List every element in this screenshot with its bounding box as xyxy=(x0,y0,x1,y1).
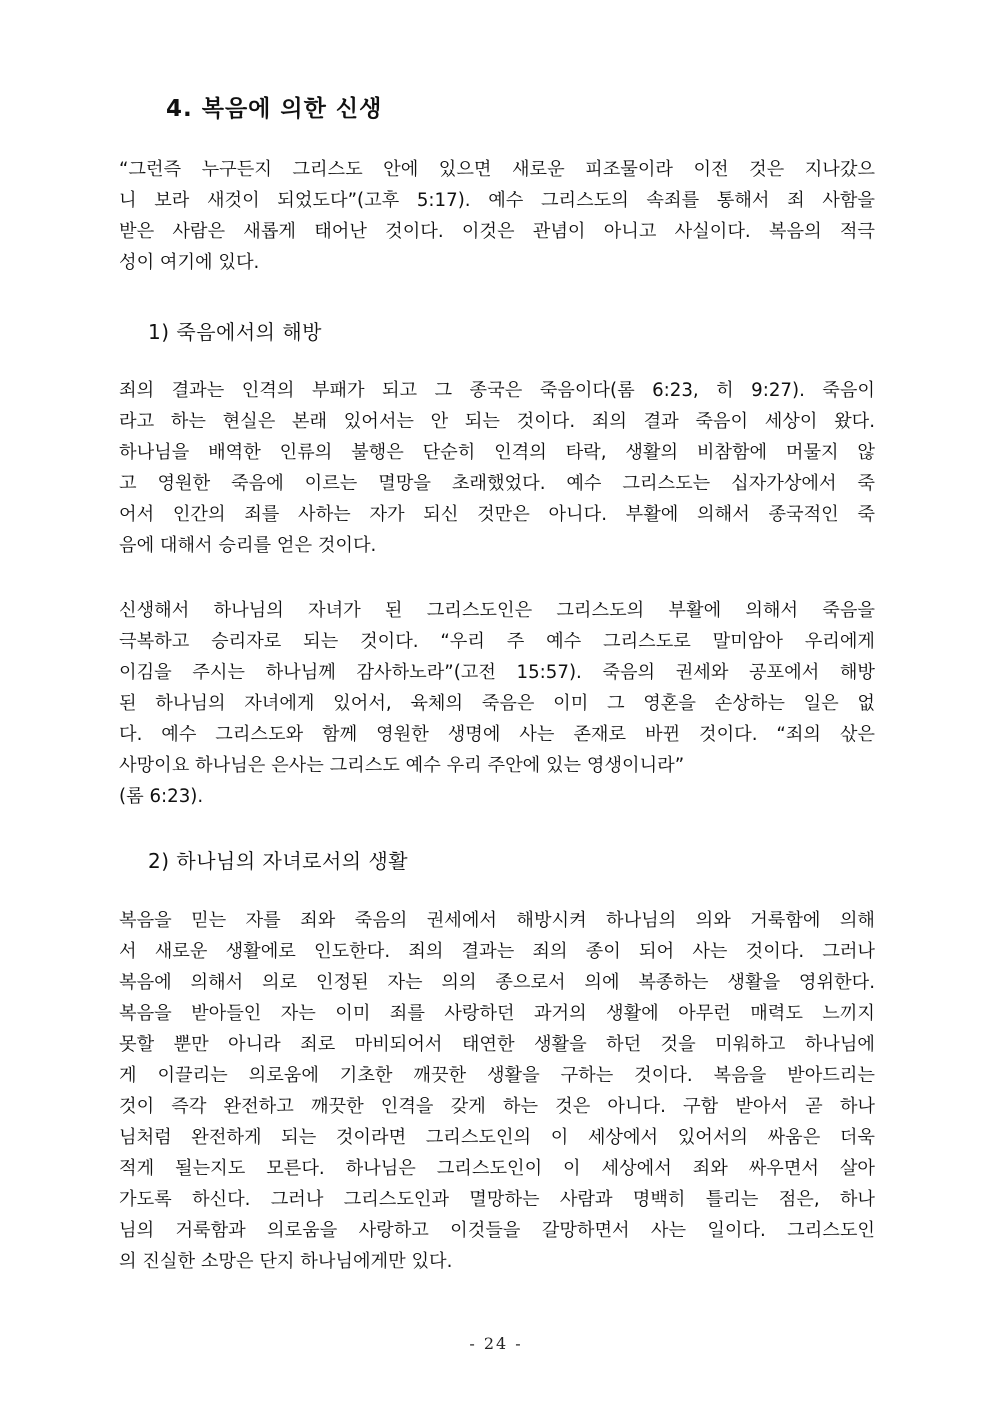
paragraph-line: 서 새로운 생활에로 인도한다. 죄의 결과는 죄의 종이 되어 사는 것이다. 그러나 xyxy=(119,941,875,962)
paragraph-line: 못할 뿐만 아니라 죄로 마비되어서 태연한 생활을 하던 것을 미워하고 하나님에 xyxy=(119,1034,875,1055)
paragraph-line: 복음에 의해서 의로 인정된 자는 의의 종으로서 의에 복종하는 생활을 영위한다. xyxy=(119,972,875,993)
paragraph-line: 극복하고 승리자로 되는 것이다. “우리 주 예수 그리스도로 말미암아 우리에게 xyxy=(119,631,875,652)
paragraph-line: 니 보라 새것이 되었도다”(고후 5:17). 예수 그리스도의 속죄를 통해서 죄 사함을 xyxy=(119,190,875,211)
paragraph-line: 것이 즉각 완전하고 깨끗한 인격을 갖게 하는 것은 아니다. 구함 받아서 곧 하나 xyxy=(119,1096,875,1117)
section-title: 4. 복음에 의한 신생 xyxy=(166,96,383,122)
paragraph-line: 받은 사람은 새롭게 태어난 것이다. 이것은 관념이 아니고 사실이다. 복음의 적극 xyxy=(119,221,875,242)
paragraph-line: “그런즉 누구든지 그리스도 안에 있으면 새로운 피조물이라 이전 것은 지나갔으 xyxy=(119,159,875,180)
intro-paragraph xyxy=(119,154,875,278)
paragraph-line: 의 진실한 소망은 단지 하나님에게만 있다. xyxy=(119,1251,453,1272)
paragraph-line: 하나님을 배역한 인류의 불행은 단순히 인격의 타락, 생활의 비참함에 머물지 않 xyxy=(119,442,875,463)
paragraph-line: (롬 6:23). xyxy=(119,786,204,807)
paragraph-line: 이김을 주시는 하나님께 감사하노라”(고전 15:57). 죽음의 권세와 공포에서 해방 xyxy=(119,662,875,683)
paragraph-line: 복음을 믿는 자를 죄와 죽음의 권세에서 해방시켜 하나님의 의와 거룩함에 의해 xyxy=(119,910,875,931)
paragraph-line: 성이 여기에 있다. xyxy=(119,252,260,273)
section2-paragraph-1 xyxy=(119,905,875,1277)
paragraph-line: 다. 예수 그리스도와 함께 영원한 생명에 사는 존재로 바뀐 것이다. “죄의 삯은 xyxy=(119,724,875,745)
paragraph-line: 적게 될는지도 모른다. 하나님은 그리스도인이 이 세상에서 죄와 싸우면서 살아 xyxy=(119,1158,875,1179)
subsection-heading-2: 2) 하나님의 자녀로서의 생활 xyxy=(148,849,409,873)
paragraph-line: 음에 대해서 승리를 얻은 것이다. xyxy=(119,535,377,556)
paragraph-line: 복음을 받아들인 자는 이미 죄를 사랑하던 과거의 생활에 아무런 매력도 느끼지 xyxy=(119,1003,875,1024)
paragraph-line: 님의 거룩함과 의로움을 사랑하고 이것들을 갈망하면서 사는 일이다. 그리스도인 xyxy=(119,1220,875,1241)
paragraph-line: 어서 인간의 죄를 사하는 자가 되신 것만은 아니다. 부활에 의해서 종국적인 죽 xyxy=(119,504,875,525)
paragraph-line: 죄의 결과는 인격의 부패가 되고 그 종국은 죽음이다(롬 6:23, 히 9:27). 죽음이 xyxy=(119,380,875,401)
paragraph-line: 된 하나님의 자녀에게 있어서, 육체의 죽음은 이미 그 영혼을 손상하는 일은 없 xyxy=(119,693,875,714)
subsection-heading-1: 1) 죽음에서의 해방 xyxy=(148,320,322,344)
page-number: - 24 - xyxy=(469,1334,523,1353)
paragraph-line: 게 이끌리는 의로움에 기초한 깨끗한 생활을 구하는 것이다. 복음을 받아드리는 xyxy=(119,1065,875,1086)
paragraph-line: 님처럼 완전하게 되는 것이라면 그리스도인의 이 세상에서 있어서의 싸움은 더욱 xyxy=(119,1127,875,1148)
paragraph-line: 라고 하는 현실은 본래 있어서는 안 되는 것이다. 죄의 결과 죽음이 세상이 왔다. xyxy=(119,411,875,432)
paragraph-line: 신생해서 하나님의 자녀가 된 그리스도인은 그리스도의 부활에 의해서 죽음을 xyxy=(119,600,875,621)
paragraph-line: 가도록 하신다. 그러나 그리스도인과 멸망하는 사람과 명백히 틀리는 점은, 하나 xyxy=(119,1189,875,1210)
section1-paragraph-1 xyxy=(119,375,875,561)
paragraph-line: 사망이요 하나님은 은사는 그리스도 예수 우리 주안에 있는 영생이니라” xyxy=(119,755,685,776)
section1-paragraph-2 xyxy=(119,595,875,812)
paragraph-line: 고 영원한 죽음에 이르는 멸망을 초래했었다. 예수 그리스도는 십자가상에서 죽 xyxy=(119,473,875,494)
